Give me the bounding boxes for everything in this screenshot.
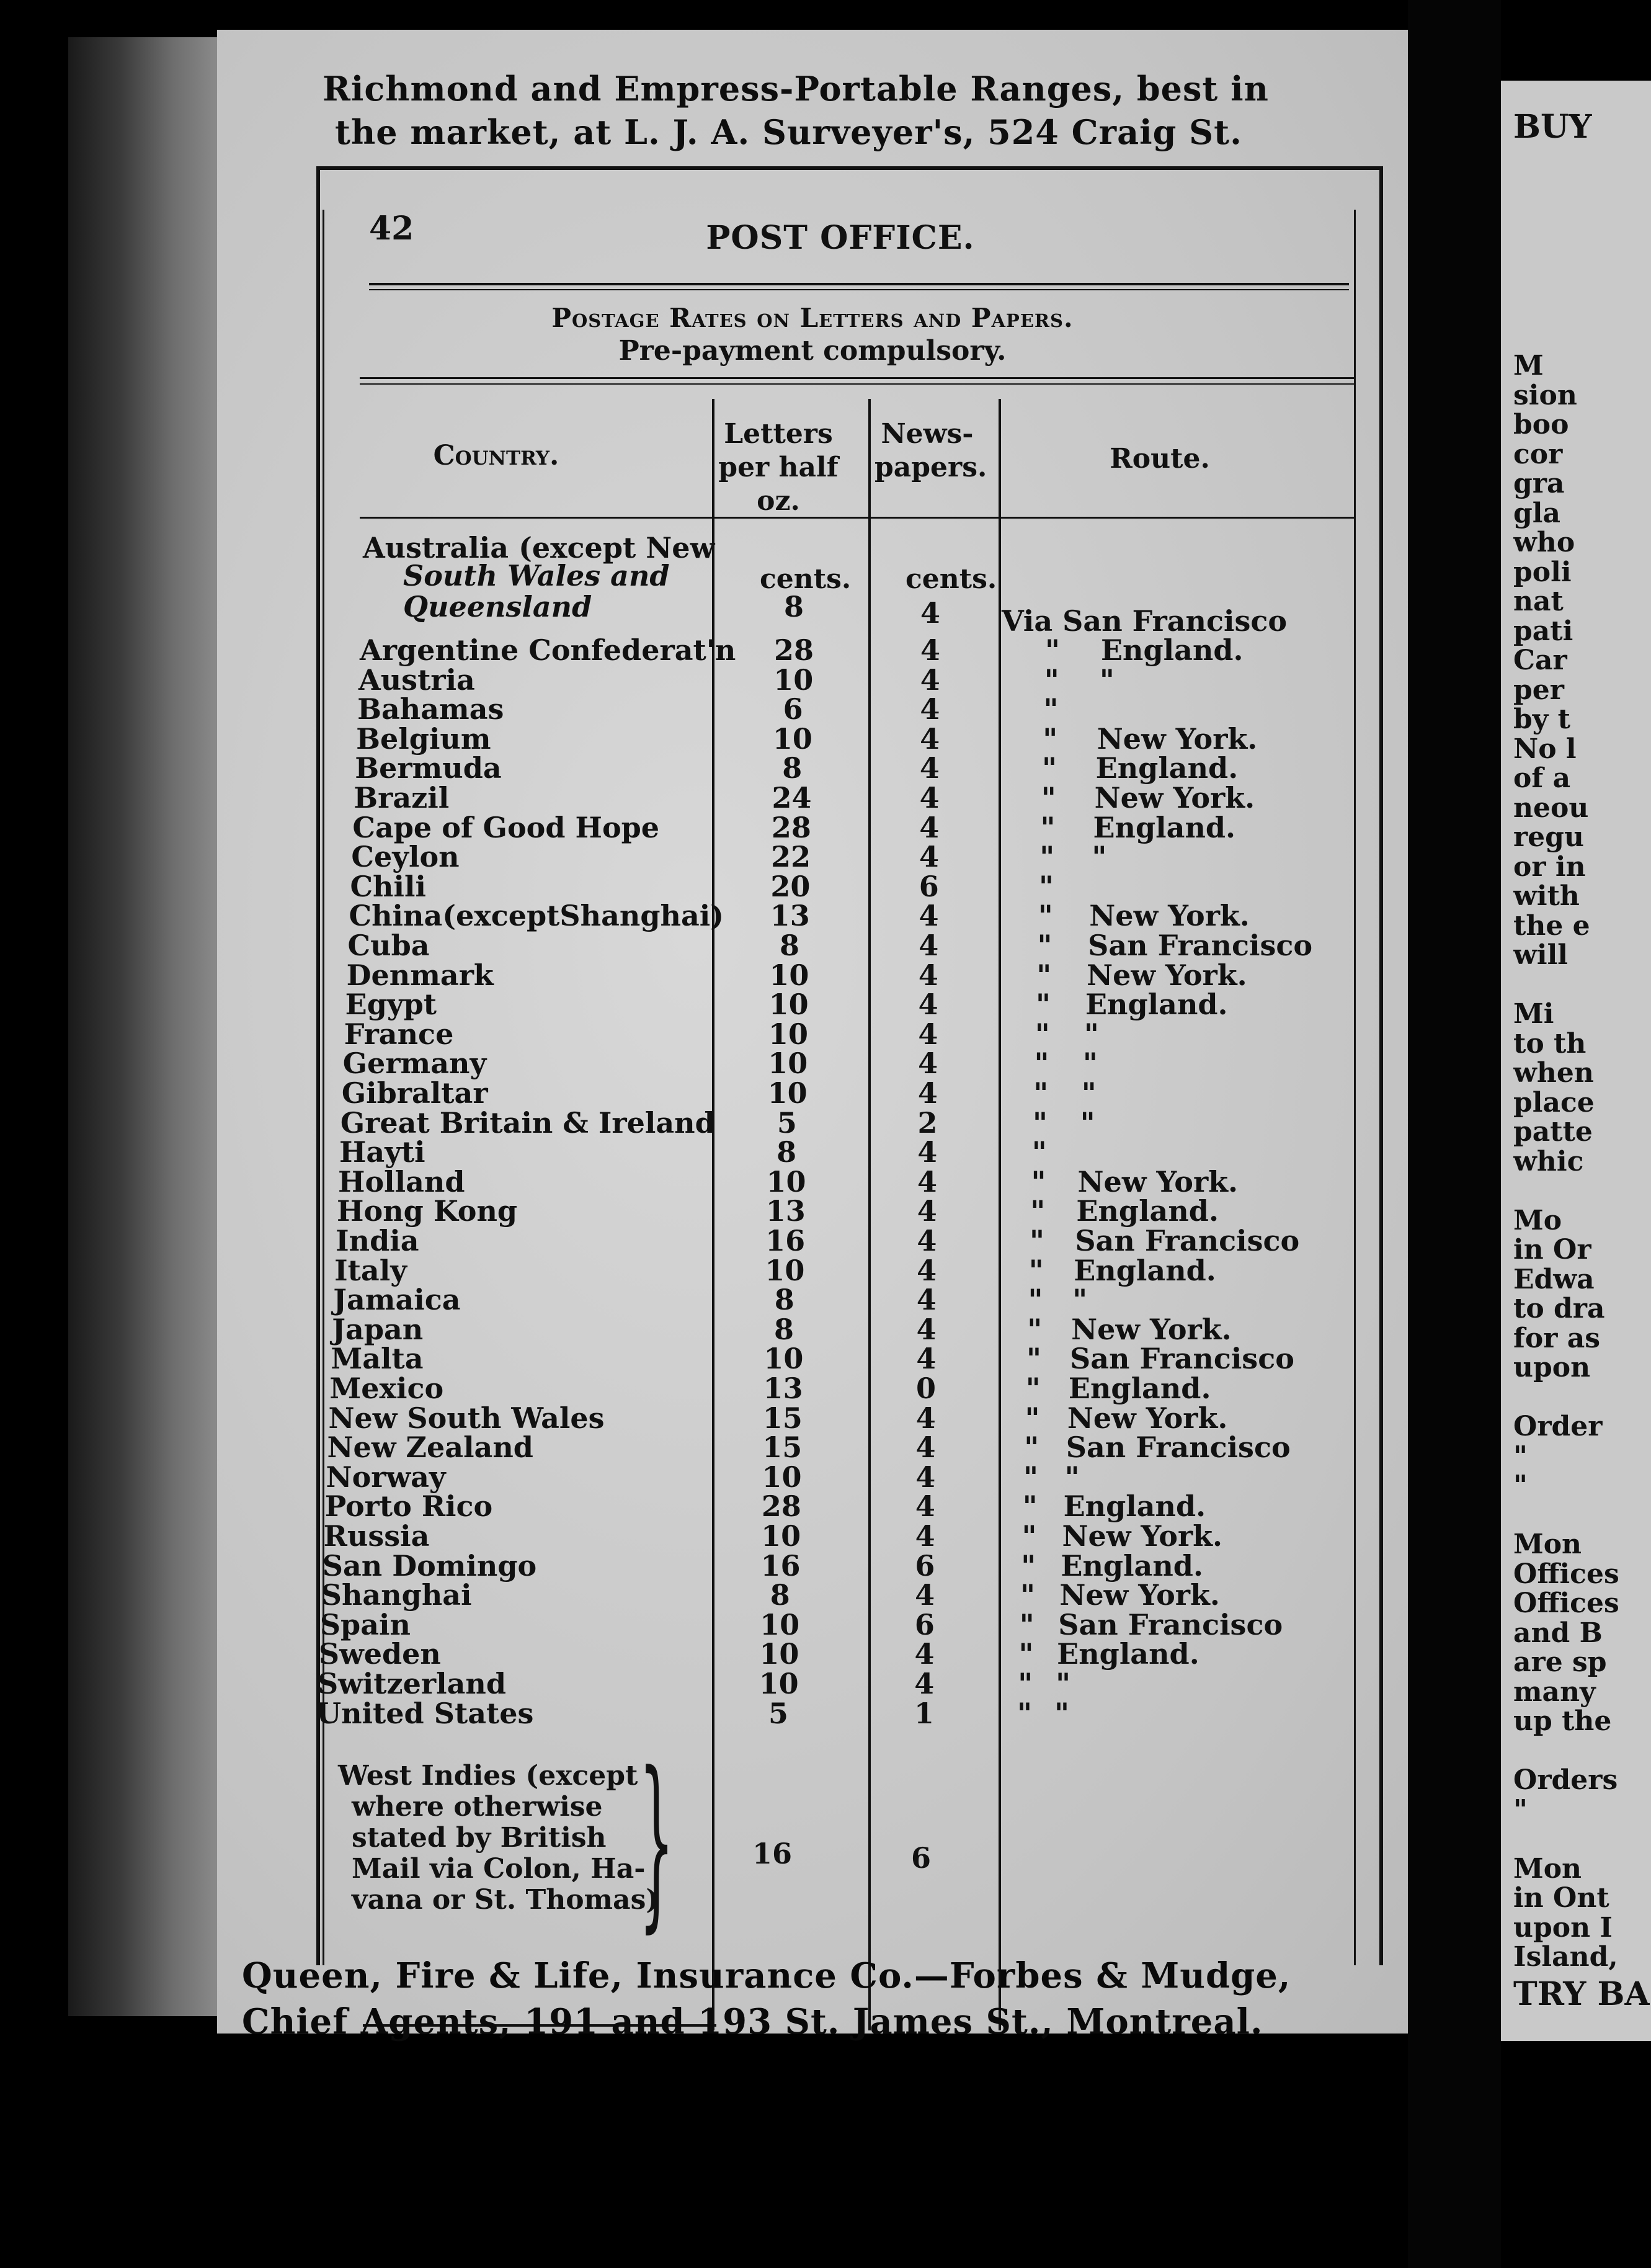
bottom-advertisement-line1: Queen, Fire & Life, Insurance Co.—Forbes & Mudge, bbox=[242, 1955, 1291, 1996]
route: San Francisco bbox=[1088, 929, 1313, 962]
bottom-advertisement-line2: Chief Agents, 191 and 193 St. James St., Montreal. bbox=[242, 2001, 1263, 2042]
newspapers-rate: 4 bbox=[919, 840, 940, 874]
adjacent-page-line: gra bbox=[1513, 468, 1565, 499]
adjacent-page-line: will bbox=[1513, 940, 1569, 971]
route: New York. bbox=[1097, 721, 1258, 756]
country-name: Switzerland bbox=[317, 1667, 506, 1700]
country-name: Norway bbox=[326, 1460, 446, 1494]
letters-rate: 10 bbox=[766, 1164, 806, 1199]
route: " bbox=[1054, 1696, 1069, 1730]
adjacent-page-header: BUY bbox=[1513, 112, 1592, 143]
route-ditto-mark: " bbox=[1036, 988, 1051, 1022]
route-ditto-mark: " bbox=[1018, 1637, 1034, 1671]
country-name: Hayti bbox=[339, 1135, 425, 1169]
adjacent-page-line: No l bbox=[1513, 733, 1577, 765]
newspapers-rate: 2 bbox=[917, 1105, 938, 1140]
letters-rate: 10 bbox=[761, 1519, 801, 1553]
newspapers-rate: 4 bbox=[919, 781, 940, 815]
letters-rate: 8 bbox=[774, 1312, 794, 1346]
adjacent-page-line: upon bbox=[1513, 1352, 1591, 1383]
newspapers-rate: 4 bbox=[917, 1253, 937, 1287]
country-name: Jamaica bbox=[333, 1283, 461, 1317]
route: England. bbox=[1095, 751, 1239, 785]
adjacent-page-line: Mon bbox=[1513, 1853, 1582, 1885]
letters-rate: 10 bbox=[759, 1667, 799, 1700]
table-rule-1 bbox=[360, 377, 1355, 379]
country-name: Mexico bbox=[329, 1372, 444, 1405]
country-australia-line1: Australia (except New bbox=[363, 531, 715, 565]
newspapers-rate: 6 bbox=[915, 1548, 935, 1583]
route-ditto-mark: " bbox=[1043, 692, 1059, 726]
newspapers-rate: 4 bbox=[916, 1312, 937, 1346]
letters-rate: 10 bbox=[763, 1342, 804, 1376]
route-ditto-mark: " bbox=[1041, 781, 1056, 815]
page-header: POST OFFICE. bbox=[706, 219, 975, 257]
newspapers-rate: 4 bbox=[916, 1283, 937, 1317]
column-header-route: Route. bbox=[1110, 443, 1210, 475]
book-page bbox=[217, 30, 1408, 2034]
adjacent-page-line: for as bbox=[1513, 1323, 1601, 1354]
route-ditto-mark: " bbox=[1042, 751, 1057, 785]
newspapers-rate: 6 bbox=[919, 869, 939, 903]
newspapers-rate: 4 bbox=[914, 1667, 935, 1700]
route: " bbox=[1064, 1460, 1080, 1494]
west-indies-text bbox=[338, 1761, 659, 1916]
adjacent-page-line: Car bbox=[1513, 645, 1567, 676]
route: San Francisco bbox=[1070, 1342, 1294, 1376]
letters-rate: 28 bbox=[771, 810, 811, 844]
country-australia-line2: South Wales and bbox=[403, 559, 670, 592]
adjacent-page-line: and B bbox=[1513, 1617, 1603, 1649]
book-spine-shadow bbox=[68, 37, 217, 2016]
newspapers-rate: 4 bbox=[915, 1460, 936, 1494]
route-australia: Via San Francisco bbox=[1002, 604, 1288, 638]
column-header-rule bbox=[360, 517, 1355, 519]
country-name: France bbox=[344, 1017, 454, 1051]
country-name: San Domingo bbox=[322, 1548, 537, 1583]
west-indies-line5: vana or St. Thomas) bbox=[352, 1884, 659, 1916]
route-ditto-mark: " bbox=[1019, 1607, 1035, 1641]
letters-rate: 20 bbox=[770, 869, 811, 903]
route-ditto-mark: " bbox=[1045, 633, 1060, 667]
top-advertisement-line1: Richmond and Empress-Portable Ranges, best in bbox=[323, 69, 1269, 109]
adjacent-page-line: gla bbox=[1513, 498, 1560, 529]
adjacent-page-line: many bbox=[1513, 1676, 1596, 1708]
adjacent-page-line: by t bbox=[1513, 704, 1570, 735]
letters-rate: 15 bbox=[762, 1431, 803, 1465]
newspapers-rate: 6 bbox=[914, 1607, 935, 1641]
country-name: Egypt bbox=[345, 988, 437, 1022]
west-indies-brace: } bbox=[639, 1733, 675, 1949]
letters-rate: 16 bbox=[765, 1224, 806, 1257]
route-ditto-mark: " bbox=[1024, 1431, 1039, 1465]
newspapers-rate: 4 bbox=[917, 1076, 938, 1110]
letters-rate: 28 bbox=[773, 633, 814, 667]
newspapers-rate: 4 bbox=[920, 692, 940, 726]
country-name: Spain bbox=[319, 1607, 411, 1641]
adjacent-page-line: Order bbox=[1513, 1411, 1603, 1442]
newspapers-rate: 4 bbox=[916, 1342, 937, 1376]
country-name: Chili bbox=[350, 869, 426, 903]
adjacent-page-line: in Ont bbox=[1513, 1883, 1609, 1914]
route-ditto-mark: " bbox=[1040, 810, 1056, 844]
route-ditto-mark: " bbox=[1026, 1342, 1041, 1376]
country-name: Porto Rico bbox=[324, 1489, 493, 1524]
adjacent-page-line: Mi bbox=[1513, 999, 1554, 1030]
header-rule-thin bbox=[369, 289, 1349, 290]
adjacent-page-line: Orders bbox=[1513, 1765, 1618, 1796]
adjacent-page-line: Mo bbox=[1513, 1205, 1562, 1236]
letters-rate: 28 bbox=[761, 1489, 801, 1524]
letters-rate: 8 bbox=[782, 751, 803, 785]
adjacent-page-line: sion bbox=[1513, 380, 1577, 411]
adjacent-page-line: patte bbox=[1513, 1117, 1593, 1148]
route-ditto-mark: " bbox=[1044, 663, 1059, 697]
letters-rate: 10 bbox=[772, 721, 812, 756]
letters-rate: 6 bbox=[783, 692, 803, 726]
country-name: Russia bbox=[323, 1519, 430, 1553]
route: England. bbox=[1061, 1548, 1203, 1583]
newspapers-rate: 4 bbox=[919, 751, 940, 785]
adjacent-page-line: when bbox=[1513, 1058, 1594, 1089]
country-name: Malta bbox=[331, 1342, 424, 1376]
adjacent-page-line: neou bbox=[1513, 792, 1589, 824]
units-letters: cents. bbox=[760, 563, 852, 595]
column-header-newspapers: News-papers. bbox=[874, 418, 987, 483]
country-name: Ceylon bbox=[351, 840, 460, 874]
adjacent-page-line: who bbox=[1513, 527, 1575, 558]
route-ditto-mark: " bbox=[1037, 929, 1052, 962]
route: New York. bbox=[1094, 781, 1255, 815]
adjacent-page-line: Edwa bbox=[1513, 1264, 1595, 1295]
route-ditto-mark: " bbox=[1020, 1578, 1035, 1612]
country-name: New Zealand bbox=[327, 1431, 533, 1465]
column-divider-2 bbox=[868, 399, 871, 2030]
route-ditto-mark: " bbox=[1031, 1164, 1046, 1199]
route-ditto-mark: " bbox=[1033, 1076, 1049, 1110]
route: San Francisco bbox=[1058, 1607, 1283, 1641]
route: " bbox=[1082, 1047, 1098, 1081]
route: New York. bbox=[1067, 1401, 1228, 1435]
table-rule-2 bbox=[360, 383, 1355, 385]
letters-rate: 22 bbox=[771, 840, 811, 874]
column-divider-3 bbox=[999, 399, 1001, 2030]
letters-rate: 10 bbox=[768, 1017, 808, 1051]
newspapers-rate: 4 bbox=[915, 1489, 935, 1524]
letters-rate: 10 bbox=[773, 663, 814, 697]
adjacent-page-line: Offices bbox=[1513, 1558, 1619, 1590]
adjacent-page-line: are sp bbox=[1513, 1647, 1607, 1678]
country-name: Austria bbox=[358, 663, 475, 697]
country-name: Germany bbox=[342, 1047, 487, 1081]
country-name: Gibraltar bbox=[341, 1076, 488, 1110]
letters-rate: 10 bbox=[762, 1460, 802, 1494]
route-ditto-mark: " bbox=[1035, 1017, 1050, 1051]
letters-rate: 10 bbox=[760, 1607, 800, 1641]
route-ditto-mark: " bbox=[1039, 840, 1055, 874]
newspapers-rate: 4 bbox=[919, 810, 940, 844]
newspapers-rate: 4 bbox=[920, 633, 940, 667]
adjacent-page-line: to dra bbox=[1513, 1293, 1605, 1324]
adjacent-page-line: pati bbox=[1513, 615, 1573, 647]
adjacent-page-line: upon I bbox=[1513, 1912, 1613, 1944]
newspapers-rate: 4 bbox=[920, 721, 940, 756]
adjacent-page-line: with bbox=[1513, 881, 1580, 912]
newspapers-west-indies: 6 bbox=[910, 1841, 931, 1875]
west-indies-line2: where otherwise bbox=[352, 1791, 603, 1823]
letters-rate: 10 bbox=[768, 1047, 808, 1081]
adjacent-page-line: boo bbox=[1513, 409, 1569, 440]
west-indies-line4: Mail via Colon, Ha- bbox=[352, 1853, 646, 1885]
country-name: Cuba bbox=[347, 929, 430, 962]
route: England. bbox=[1068, 1372, 1211, 1405]
header-rule-top bbox=[369, 283, 1349, 285]
route-ditto-mark: " bbox=[1025, 1401, 1040, 1435]
letters-rate: 10 bbox=[769, 958, 809, 992]
country-name: Great Britain & Ireland bbox=[340, 1105, 715, 1140]
adjacent-page-line: M bbox=[1513, 350, 1544, 382]
adjacent-page-line: Island, bbox=[1513, 1942, 1618, 1973]
newspapers-rate: 4 bbox=[915, 1519, 935, 1553]
newspapers-rate: 4 bbox=[918, 988, 938, 1022]
units-newspapers: cents. bbox=[906, 563, 997, 595]
route-ditto-mark: " bbox=[1043, 721, 1058, 756]
column-header-country: Country. bbox=[433, 440, 559, 471]
column-header-letters: Letters per half oz. bbox=[718, 418, 839, 517]
route: England. bbox=[1074, 1253, 1216, 1287]
route-ditto-mark: " bbox=[1018, 1667, 1033, 1700]
country-name: Bahamas bbox=[357, 692, 504, 726]
country-name: New South Wales bbox=[328, 1401, 605, 1435]
top-advertisement-line2: the market, at L. J. A. Surveyer's, 524 Craig St. bbox=[335, 112, 1242, 152]
newspapers-rate: 4 bbox=[919, 899, 939, 933]
route-ditto-mark: " bbox=[1023, 1460, 1038, 1494]
route: " bbox=[1084, 1017, 1099, 1051]
adjacent-page-footer: TRY BA bbox=[1513, 1979, 1650, 2010]
newspapers-rate: 4 bbox=[918, 1047, 938, 1081]
route: " bbox=[1056, 1667, 1071, 1700]
route-ditto-mark: " bbox=[1017, 1696, 1032, 1730]
book-gutter bbox=[1408, 0, 1501, 2268]
newspapers-rate: 4 bbox=[919, 929, 939, 962]
letters-rate: 16 bbox=[760, 1548, 801, 1583]
country-name: Belgium bbox=[356, 721, 491, 756]
adjacent-page-line: cor bbox=[1513, 439, 1563, 470]
newspapers-rate: 4 bbox=[917, 1224, 937, 1257]
route-ditto-mark: " bbox=[1031, 1135, 1047, 1169]
newspapers-rate: 4 bbox=[915, 1431, 936, 1465]
adjacent-page-line: whic bbox=[1513, 1146, 1584, 1177]
route: " bbox=[1099, 663, 1115, 697]
route: New York. bbox=[1059, 1578, 1220, 1612]
country-name: Italy bbox=[334, 1253, 407, 1287]
letters-rate: 10 bbox=[765, 1253, 805, 1287]
adjacent-page-line: Offices bbox=[1513, 1588, 1619, 1619]
bottom-advertisement bbox=[242, 1953, 1358, 2045]
route-ditto-mark: " bbox=[1034, 1047, 1049, 1081]
letters-rate: 8 bbox=[777, 1135, 797, 1169]
route-ditto-mark: " bbox=[1030, 1194, 1046, 1228]
letters-rate: 5 bbox=[768, 1696, 788, 1730]
letters-rate: 8 bbox=[774, 1283, 794, 1317]
adjacent-page-line: in Or bbox=[1513, 1234, 1591, 1266]
letters-rate: 8 bbox=[780, 929, 800, 962]
country-name: United States bbox=[316, 1696, 534, 1730]
route: New York. bbox=[1062, 1519, 1223, 1553]
west-indies-line1: West Indies (except bbox=[338, 1760, 638, 1792]
country-name: Holland bbox=[338, 1164, 465, 1199]
adjacent-page-line: Mon bbox=[1513, 1529, 1582, 1560]
adjacent-page-line: regu bbox=[1513, 822, 1584, 853]
route-ditto-mark: " bbox=[1036, 958, 1052, 992]
newspapers-rate: 4 bbox=[920, 663, 940, 697]
newspapers-rate: 4 bbox=[915, 1578, 935, 1612]
letters-rate: 8 bbox=[770, 1578, 790, 1612]
country-name: India bbox=[336, 1224, 419, 1257]
route: England. bbox=[1085, 988, 1228, 1022]
adjacent-page-line: poli bbox=[1513, 556, 1572, 588]
country-name: Bermuda bbox=[355, 751, 502, 785]
route: England. bbox=[1057, 1637, 1199, 1671]
route-ditto-mark: " bbox=[1027, 1312, 1043, 1346]
letters-rate: 13 bbox=[765, 1194, 806, 1228]
adjacent-page-line: to th bbox=[1513, 1028, 1586, 1060]
route: New York. bbox=[1087, 958, 1247, 992]
country-name: Japan bbox=[332, 1312, 424, 1346]
newspapers-rate: 4 bbox=[918, 1017, 938, 1051]
adjacent-page-line: the e bbox=[1513, 910, 1590, 942]
route-ditto-mark: " bbox=[1025, 1372, 1041, 1405]
rates-title: Postage Rates on Letters and Papers. bbox=[551, 303, 1074, 333]
country-name: Shanghai bbox=[321, 1578, 472, 1612]
top-advertisement bbox=[316, 67, 1408, 154]
route-ditto-mark: " bbox=[1030, 1224, 1044, 1257]
route: " bbox=[1092, 840, 1107, 874]
letters-rate: 10 bbox=[759, 1637, 799, 1671]
route-ditto-mark: " bbox=[1028, 1283, 1043, 1317]
route: " bbox=[1072, 1283, 1088, 1317]
route: " bbox=[1080, 1105, 1095, 1140]
adjacent-page-line: up the bbox=[1513, 1706, 1612, 1737]
letters-rate: 5 bbox=[777, 1105, 797, 1140]
letters-west-indies: 16 bbox=[752, 1837, 792, 1870]
route: England. bbox=[1076, 1194, 1219, 1228]
page-number: 42 bbox=[369, 210, 414, 248]
newspapers-rate: 4 bbox=[917, 1135, 938, 1169]
letters-rate: 10 bbox=[767, 1076, 808, 1110]
route: England. bbox=[1101, 633, 1244, 667]
newspapers-rate: 4 bbox=[915, 1401, 936, 1435]
adjacent-page-line: of a bbox=[1513, 763, 1571, 794]
route: England. bbox=[1063, 1489, 1206, 1524]
letters-rate: 13 bbox=[770, 899, 810, 933]
country-name: Brazil bbox=[354, 781, 450, 815]
route: New York. bbox=[1071, 1312, 1232, 1346]
rates-subtitle: Pre-payment compulsory. bbox=[618, 335, 1007, 367]
newspapers-rate: 4 bbox=[918, 958, 938, 992]
adjacent-page-line: " bbox=[1513, 1794, 1528, 1826]
newspapers-australia: 4 bbox=[920, 596, 940, 630]
letters-rate: 13 bbox=[763, 1372, 803, 1405]
newspapers-rate: 4 bbox=[917, 1164, 937, 1199]
adjacent-page-line: " bbox=[1513, 1470, 1528, 1501]
country-australia-line3: Queensland bbox=[403, 590, 592, 623]
route-ditto-mark: " bbox=[1038, 899, 1053, 933]
adjacent-page-line: " bbox=[1513, 1440, 1528, 1472]
country-name: Denmark bbox=[346, 958, 494, 992]
adjacent-page-line: or in bbox=[1513, 851, 1586, 883]
route-ditto-mark: " bbox=[1021, 1548, 1036, 1583]
route: New York. bbox=[1089, 899, 1250, 933]
route: San Francisco bbox=[1075, 1224, 1300, 1257]
newspapers-rate: 1 bbox=[914, 1696, 934, 1730]
adjacent-page-line: place bbox=[1513, 1087, 1595, 1118]
west-indies-line3: stated by British bbox=[352, 1822, 607, 1854]
route-ditto-mark: " bbox=[1028, 1253, 1044, 1287]
scan-border-left bbox=[0, 0, 68, 2268]
route: San Francisco bbox=[1066, 1431, 1291, 1465]
route-ditto-mark: " bbox=[1039, 869, 1054, 903]
adjacent-page-line: nat bbox=[1513, 586, 1564, 617]
route: New York. bbox=[1077, 1164, 1239, 1199]
route-ditto-mark: " bbox=[1021, 1519, 1037, 1553]
adjacent-page-line: per bbox=[1513, 674, 1564, 706]
letters-australia: 8 bbox=[783, 590, 804, 623]
country-name: China(exceptShanghai) bbox=[349, 899, 724, 933]
newspapers-rate: 4 bbox=[917, 1194, 937, 1228]
letters-rate: 10 bbox=[768, 988, 809, 1022]
route-ditto-mark: " bbox=[1022, 1489, 1038, 1524]
route: England. bbox=[1093, 810, 1236, 844]
country-name: Hong Kong bbox=[337, 1194, 518, 1228]
newspapers-rate: 4 bbox=[914, 1637, 935, 1671]
country-name: Cape of Good Hope bbox=[352, 810, 660, 844]
country-name: Argentine Confederat'n bbox=[360, 633, 736, 667]
letters-rate: 15 bbox=[762, 1401, 803, 1435]
newspapers-rate: 0 bbox=[916, 1372, 937, 1405]
route: " bbox=[1081, 1076, 1097, 1110]
letters-rate: 24 bbox=[772, 781, 812, 815]
route-ditto-mark: " bbox=[1033, 1105, 1048, 1140]
country-name: Sweden bbox=[318, 1637, 441, 1671]
